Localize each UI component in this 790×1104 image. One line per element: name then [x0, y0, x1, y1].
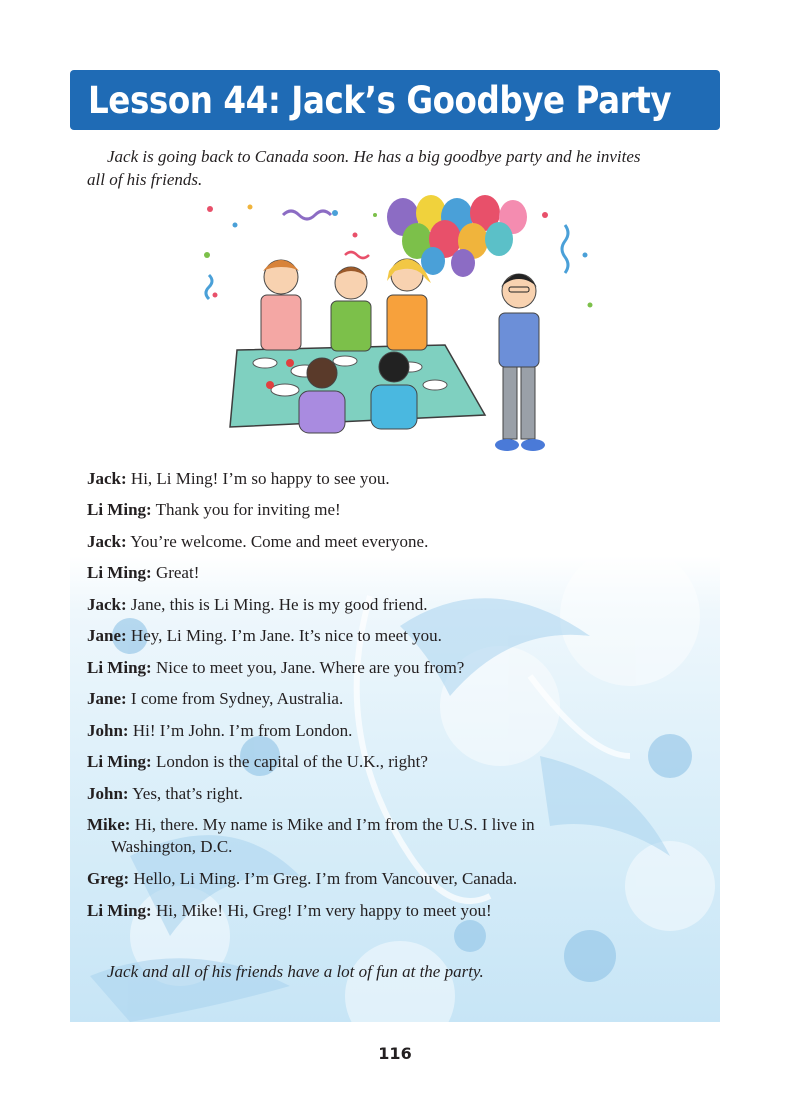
intro-paragraph: Jack is going back to Canada soon. He has a big goodbye party and he invites all of his friends. [87, 147, 641, 189]
dialogue-line [87, 594, 707, 616]
speech-text: Hi, there. My name is Mike and I’m from the U.S. I live in [130, 815, 535, 834]
speech-text: Great! [151, 563, 200, 582]
boy-green-shirt [331, 267, 371, 351]
speaker-name: Li Ming: [87, 901, 152, 920]
speaker-name: Jane: [87, 689, 127, 708]
speech-text: Thank you for inviting me! [151, 500, 341, 519]
dialogue-line [87, 814, 707, 858]
speech-text: Yes, that’s right. [128, 784, 243, 803]
dialogue-line [87, 751, 707, 773]
dialogue-line [87, 531, 707, 553]
dialogue-line [87, 625, 707, 647]
speech-text: I come from Sydney, Australia. [126, 689, 344, 708]
lesson-title-bar [70, 70, 720, 130]
dialogue-line [87, 657, 707, 679]
speaker-name: Jack: [87, 532, 127, 551]
speech-text: Hi! I’m John. I’m from London. [128, 721, 353, 740]
party-illustration [195, 195, 605, 468]
dialogue-line [87, 468, 707, 490]
speaker-name: Li Ming: [87, 752, 152, 771]
speaker-name: Greg: [87, 869, 130, 888]
speech-continuation: Washington, D.C. [111, 837, 233, 856]
page-number: 116 [378, 1044, 412, 1063]
speaker-name: Jack: [87, 595, 127, 614]
dialogue-line [87, 499, 707, 521]
speech-text: You’re welcome. Come and meet everyone. [126, 532, 429, 551]
speaker-name: Li Ming: [87, 563, 152, 582]
girl-orange-shirt [387, 259, 431, 350]
speech-text: London is the capital of the U.K., right? [151, 752, 428, 771]
speech-text: Nice to meet you, Jane. Where are you from? [151, 658, 465, 677]
closing-sentence: Jack and all of his friends have a lot of fun at the party. [107, 962, 484, 981]
speaker-name: Jane: [87, 626, 127, 645]
speaker-name: John: [87, 784, 129, 803]
lesson-title: Lesson 44: Jack’s Goodbye Party [88, 78, 672, 122]
party-table [230, 345, 485, 427]
speech-text: Hello, Li Ming. I’m Greg. I’m from Vancouver, Canada. [129, 869, 518, 888]
speaker-name: Li Ming: [87, 500, 152, 519]
speech-text: Hi, Li Ming! I’m so happy to see you. [126, 469, 390, 488]
speech-text: Hi, Mike! Hi, Greg! I’m very happy to meet you! [151, 901, 492, 920]
boy-standing-li-ming [495, 274, 545, 451]
boy-pink-shirt [261, 260, 301, 350]
dialogue-line [87, 783, 707, 805]
speaker-name: Li Ming: [87, 658, 152, 677]
dialogue-line [87, 688, 707, 710]
dialogue-line [87, 562, 707, 584]
speaker-name: John: [87, 721, 129, 740]
speech-text: Jane, this is Li Ming. He is my good friend. [126, 595, 428, 614]
speaker-name: Jack: [87, 469, 127, 488]
dialogue-line [87, 868, 707, 890]
dialogue-line [87, 720, 707, 742]
speaker-name: Mike: [87, 815, 131, 834]
speech-text: Hey, Li Ming. I’m Jane. It’s nice to meet you. [126, 626, 442, 645]
dialogue-line [87, 900, 707, 922]
